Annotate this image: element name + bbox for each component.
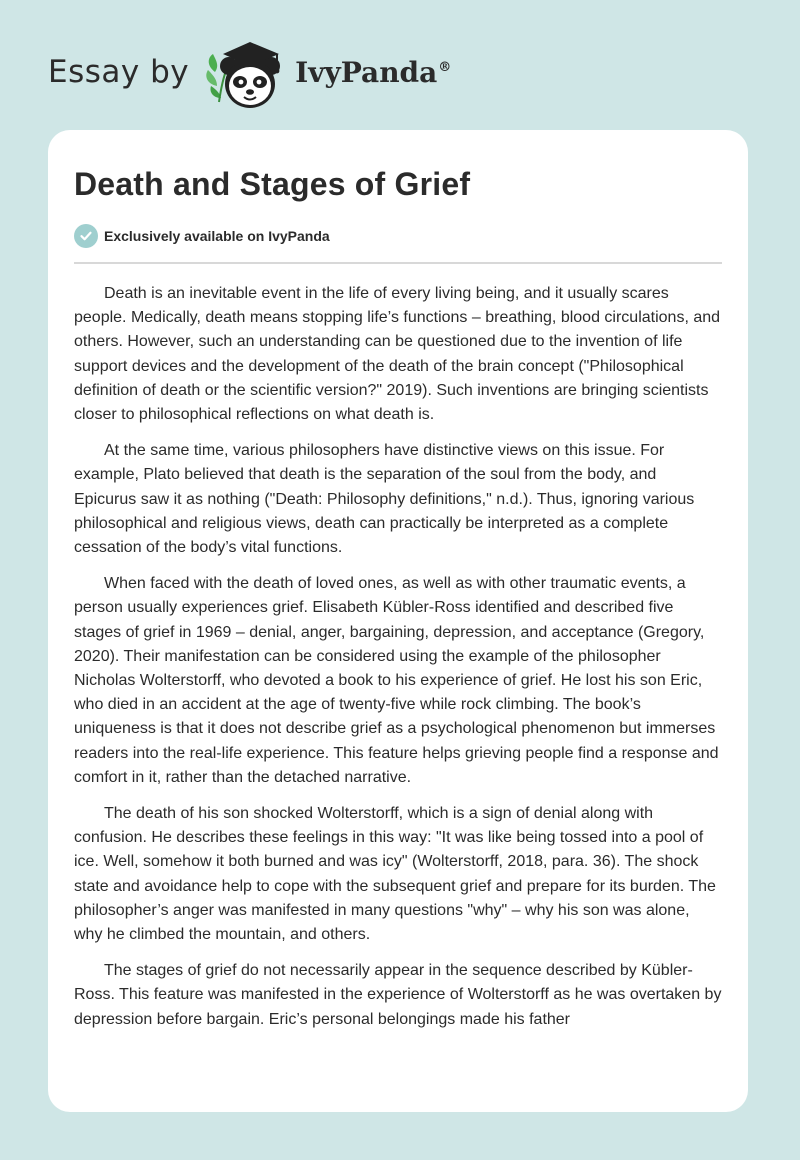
essay-by-label: Essay by xyxy=(48,54,190,90)
brand-name-text: IvyPanda xyxy=(295,55,438,89)
essay-body xyxy=(74,282,722,1032)
essay-card xyxy=(48,130,748,1112)
registered-mark: ® xyxy=(438,60,452,76)
panda-logo-icon[interactable] xyxy=(201,32,293,112)
paragraph-1: Death is an inevitable event in the life of every living being, and it usually scares people. Medically, death means stopping life’s functions – breathing, blood circulations, and others. However, such an understanding can be questioned due to the invention of life support devices and the development of the death of the brain concept ("Philosophical definition of death or the scientific version?" 2019). Such inventions are bringing scientists closer to philosophical reflections on what death is. xyxy=(74,285,721,424)
paragraph-4: The death of his son shocked Wolterstorff, which is a sign of denial along with confusion. He describes these feelings in this way: "It was like being tossed into a pool of ice. Well, somehow it both burned and was icy" (Wolterstorff, 2018, para. 36). The shock state and avoidance help to cope with the subsequent grief and prepare for its burden. The philosopher’s anger was manifested in many questions "why" – why his son was alone, why he climbed the mountain, and others. xyxy=(74,805,716,944)
checkmark-icon xyxy=(74,224,98,248)
paragraph-2: At the same time, various philosophers have distinctive views on this issue. For example, Plato believed that death is the separation of the soul from the body, and Epicurus saw it as nothing ("Death: Philosophy definitions," n.d.). Thus, ignoring various philosophical and religious views, death can practically be interpreted as a complete cessation of the body’s vital functions. xyxy=(74,442,695,557)
exclusive-badge-label: Exclusively available on IvyPanda xyxy=(104,228,330,244)
exclusive-badge xyxy=(74,224,722,248)
page-title: Death and Stages of Grief xyxy=(74,166,471,202)
brand-name xyxy=(295,56,451,89)
divider xyxy=(74,262,722,264)
paragraph-5: The stages of grief do not necessarily appear in the sequence described by Kübler-Ross. This feature was manifested in the experience of Wolterstorff as he was overtaken by depression before bargain. Eric’s personal belongings made his father xyxy=(74,962,722,1028)
paragraph-3: When faced with the death of loved ones, as well as with other traumatic events, a person usually experiences grief. Elisabeth Kübler-Ross identified and described five stages of grief in 1969 – denial, anger, bargaining, depression, and acceptance (Gregory, 2020). Their manifestation can be considered using the example of the philosopher Nicholas Wolterstorff, who devoted a book to his experience of grief. He lost his son Eric, who died in an accident at the age of twenty-five while rock climbing. The book’s uniqueness is that it does not describe grief as a psychological phenomenon but immerses readers into the real-life experience. This feature helps grieving people find a response and comfort in it, rather than the detached narrative. xyxy=(74,575,719,786)
site-header xyxy=(48,32,451,112)
